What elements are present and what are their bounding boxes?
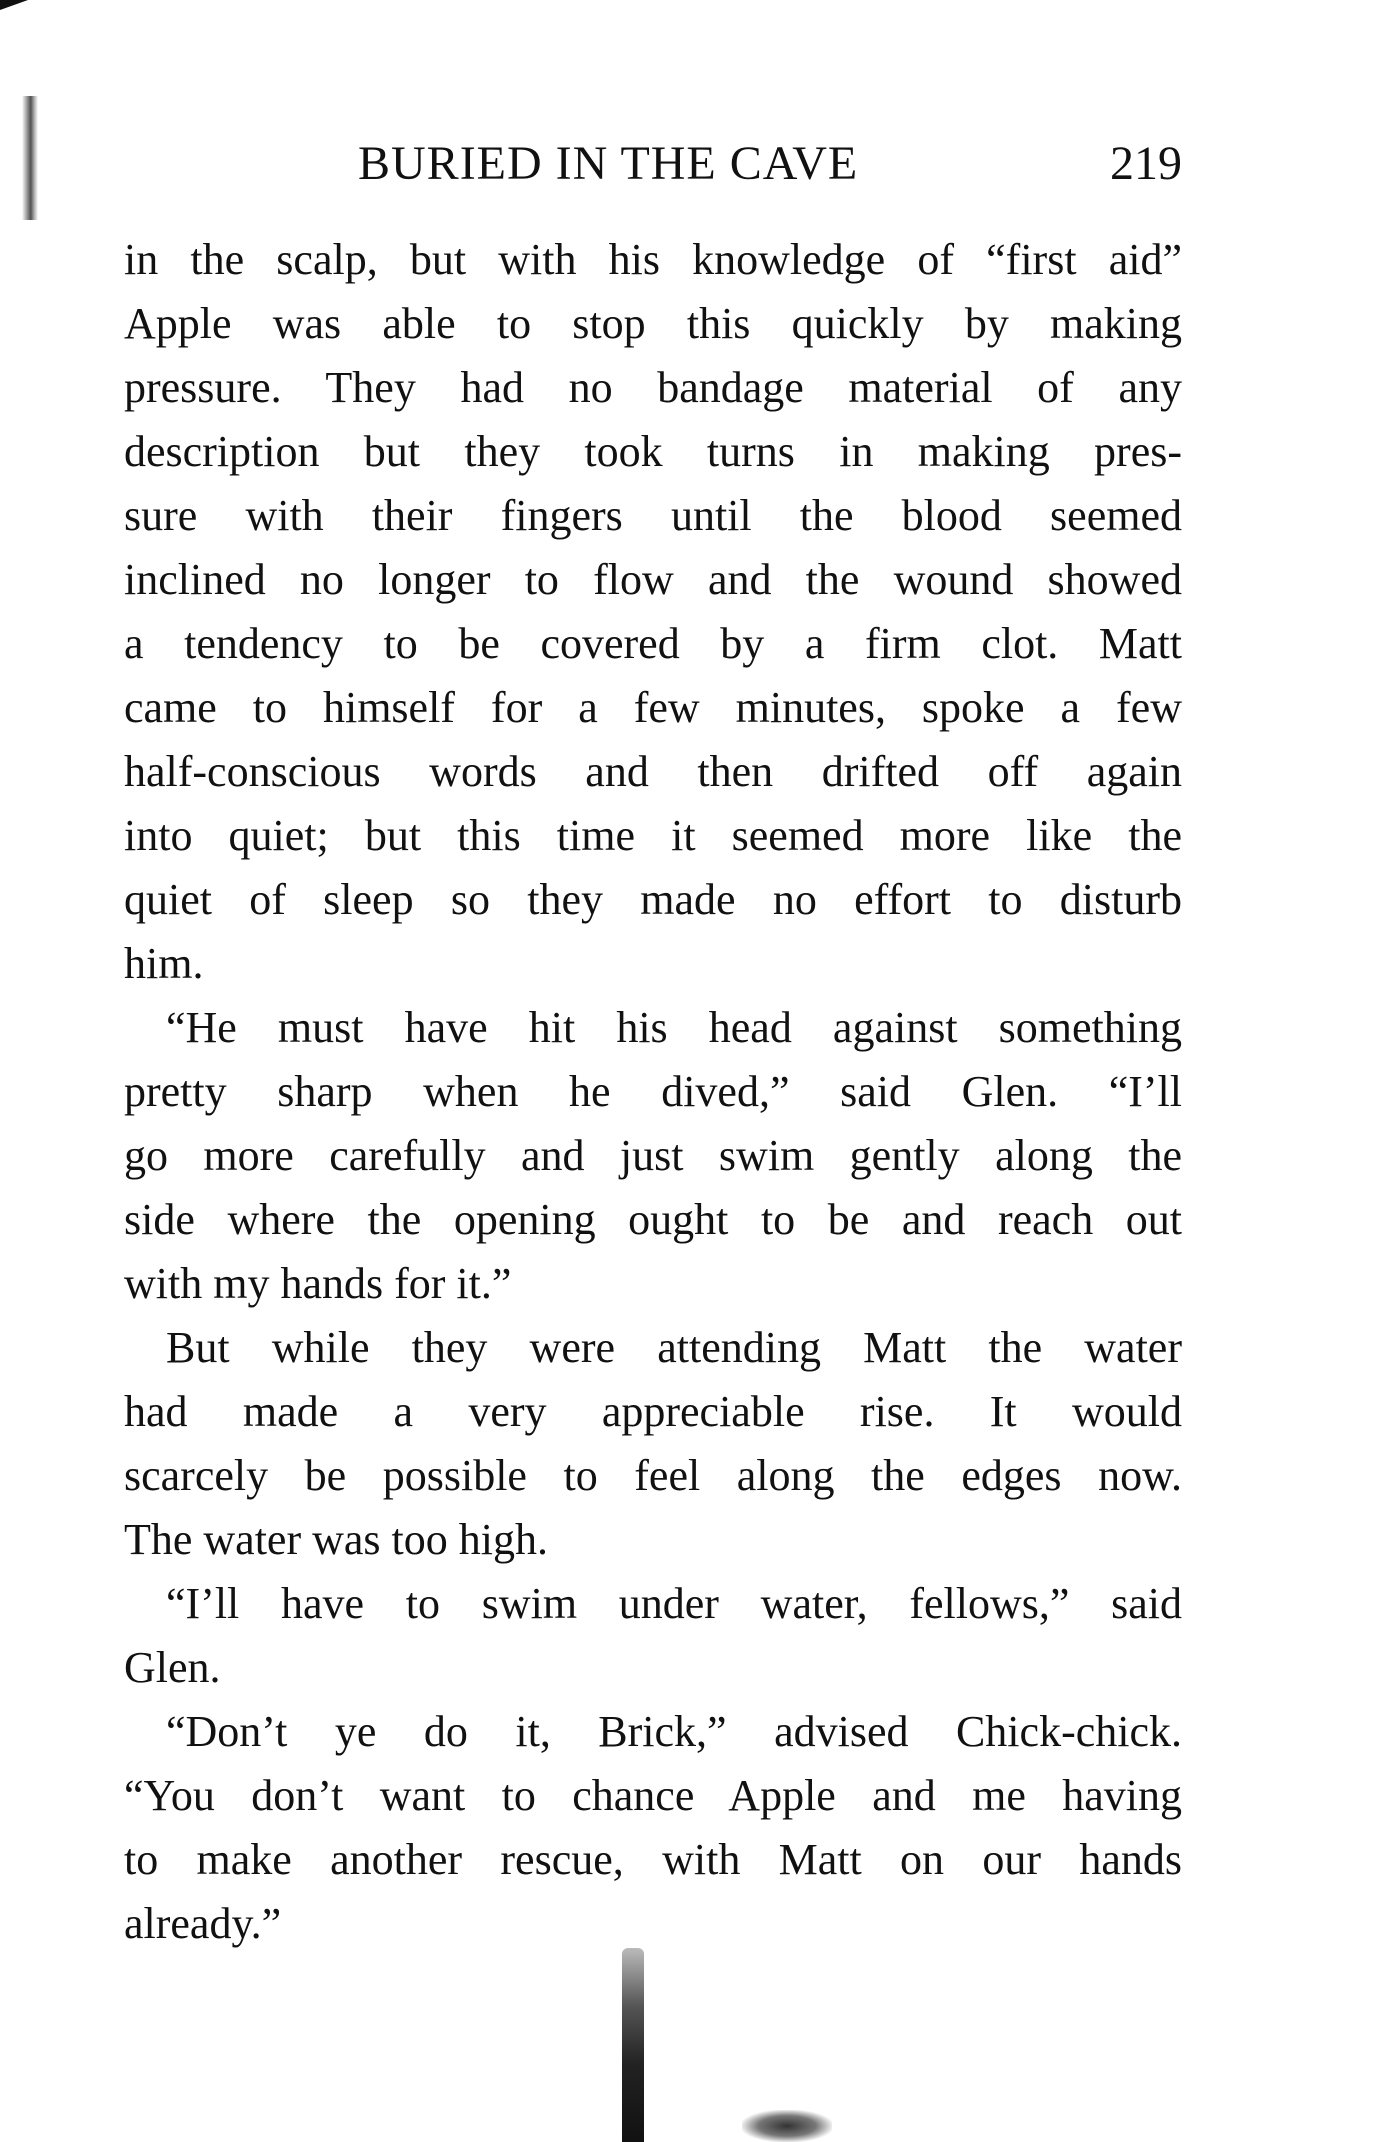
text-line: description but they took turns in making pres- (124, 427, 1182, 476)
text-line: inclined no longer to flow and the wound showed (124, 555, 1182, 604)
text-line: “He must have hit his head against something (166, 1003, 1182, 1052)
text-line: half-conscious words and then drifted off again (124, 747, 1182, 796)
text-line: Glen. (124, 1643, 221, 1692)
text-line: scarcely be possible to feel along the edges now. (124, 1451, 1182, 1500)
text-line: sure with their fingers until the blood seemed (124, 491, 1182, 540)
ink-smudge (622, 1948, 644, 2142)
text-line: “You don’t want to chance Apple and me having (124, 1771, 1182, 1820)
ink-dust (742, 2110, 832, 2142)
text-line: But while they were attending Matt the water (166, 1323, 1182, 1372)
page-number: 219 (1110, 137, 1182, 190)
text-line: The water was too high. (124, 1515, 548, 1564)
text-line: had made a very appreciable rise. It would (124, 1387, 1182, 1436)
text-line: him. (124, 939, 204, 988)
text-line: pressure. They had no bandage material of any (124, 363, 1182, 412)
text-line: pretty sharp when he dived,” said Glen. “I’ll (124, 1067, 1182, 1116)
body-text (124, 228, 1182, 1956)
text-line: “I’ll have to swim under water, fellows,” said (166, 1579, 1182, 1628)
text-line: quiet of sleep so they made no effort to disturb (124, 875, 1182, 924)
text-line: side where the opening ought to be and reach out (124, 1195, 1182, 1244)
text-line: already.” (124, 1899, 282, 1948)
running-title: BURIED IN THE CAVE (358, 137, 859, 190)
margin-speck (22, 96, 38, 220)
scan-corner-mark (0, 0, 28, 10)
text-line: came to himself for a few minutes, spoke a few (124, 683, 1182, 732)
text-line: “Don’t ye do it, Brick,” advised Chick-chick. (166, 1707, 1182, 1756)
text-line: go more carefully and just swim gently along the (124, 1131, 1182, 1180)
text-line: with my hands for it.” (124, 1259, 512, 1308)
text-line: to make another rescue, with Matt on our hands (124, 1835, 1182, 1884)
text-line: a tendency to be covered by a firm clot. Matt (124, 619, 1182, 668)
text-line: into quiet; but this time it seemed more like the (124, 811, 1182, 860)
text-line: in the scalp, but with his knowledge of “first aid” (124, 235, 1182, 284)
text-line: Apple was able to stop this quickly by making (124, 299, 1182, 348)
page-header (124, 136, 1182, 196)
